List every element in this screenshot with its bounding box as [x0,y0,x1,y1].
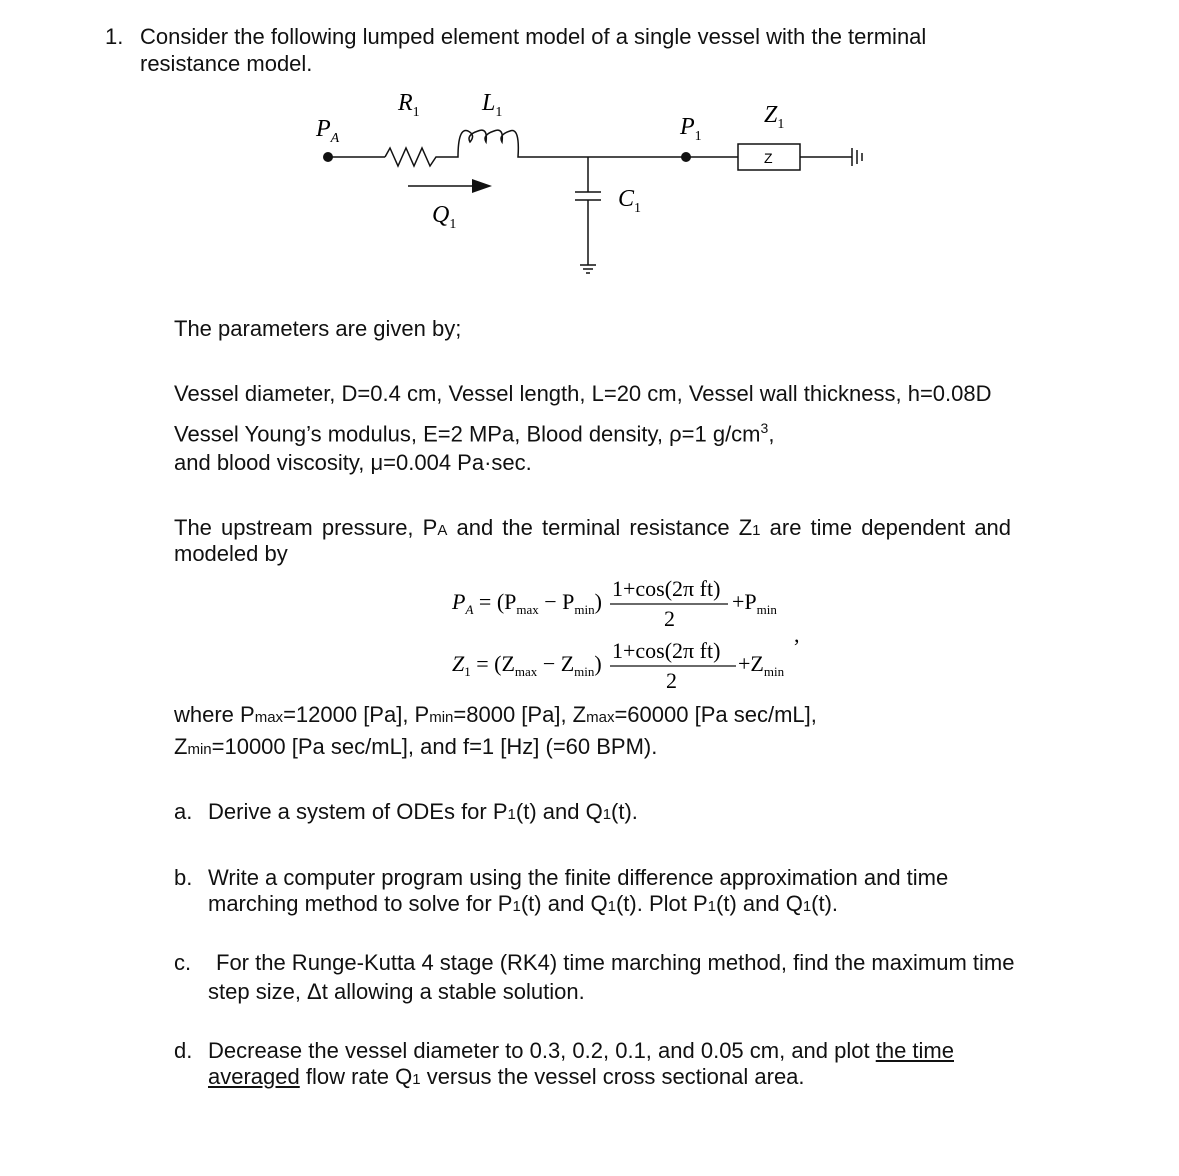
part-a-text: Derive a system of ODEs for P1(t) and Q1(t). [208,799,638,824]
circuit-diagram [0,0,1179,300]
svg-text:1+cos(2π ft): 1+cos(2π ft) [612,576,721,601]
svg-text:1+cos(2π ft): 1+cos(2π ft) [612,638,721,663]
label-r: $R_1$ [398,90,420,120]
params-line-1: Vessel diameter, D=0.4 cm, Vessel length, L=20 cm, Vessel wall thickness, h=0.08D [174,381,992,406]
part-c-label: c. [174,950,192,975]
where-line-1: where Pmax=12000 [Pa], Pmin=8000 [Pa], Zmax=60000 [Pa sec/mL], [174,702,817,727]
upstream-line-1: The upstream pressure, PA and the terminal resistance Z1 are time dependent and [174,515,1012,540]
svg-text:Z1 = (Zmax − Zmin): $Z_1 = (Z_{max} - Z_{min})$ [452,651,602,679]
label-p1: $P_1$ [680,114,702,144]
inductor-symbol [452,130,522,157]
svg-text:2: 2 [666,668,677,693]
part-d-line-2: averaged flow rate Q1 versus the vessel cross sectional area. [208,1064,805,1089]
where-line-2: Zmin=10000 [Pa sec/mL], and f=1 [Hz] (=60 BPM). [174,734,658,759]
params-intro: The parameters are given by; [174,316,462,341]
part-c-line-2: step size, Δt allowing a stable solution. [208,979,585,1004]
part-d-line-1: Decrease the vessel diameter to 0.3, 0.2, 0.1, and 0.05 cm, and plot the time [208,1038,954,1063]
part-d-label: d. [174,1038,193,1063]
part-b-line-2: marching method to solve for P1(t) and Q1(t). Plot P1(t) and Q1(t). [208,891,839,916]
question-line-1: Consider the following lumped element model of a single vessel with the terminal [140,24,927,49]
part-c-line-1: For the Runge-Kutta 4 stage (RK4) time marching method, find the maximum time [216,950,1015,975]
label-q: $Q_1$ [432,202,457,232]
label-l: $L_1$ [482,90,503,120]
flow-arrow [472,179,492,193]
question-line-2: resistance model. [140,51,313,76]
resistor-symbol [385,148,452,166]
svg-text:2: 2 [664,606,675,631]
impedance-box-label: Z [764,150,773,166]
label-pa: $P_A$ [316,116,340,146]
question-number: 1. [105,24,124,49]
svg-text:+Pmin: $+P_{min}$ [732,589,777,617]
svg-text:,: , [794,622,800,647]
part-b-label: b. [174,865,193,890]
part-b-line-1: Write a computer program using the finite difference approximation and time [208,865,949,890]
equations [0,560,1179,700]
label-c: $C_1$ [618,186,642,216]
part-a-label: a. [174,799,193,824]
node-p1 [681,152,691,162]
svg-text:+Zmin: $+Z_{min}$ [738,651,785,679]
label-z: $Z_1$ [764,102,785,132]
svg-text:PA = (Pmax − Pmin): $P_A = (P_{max} - P_{min})$ [452,589,602,617]
params-line-2: Vessel Young’s modulus, E=2 MPa, Blood density, ρ=1 $g/cm^3$, [174,420,775,447]
node-pa [323,152,333,162]
upstream-line-2: modeled by [174,541,288,566]
params-line-3: and blood viscosity, μ=0.004 Pa·sec. [174,450,532,475]
